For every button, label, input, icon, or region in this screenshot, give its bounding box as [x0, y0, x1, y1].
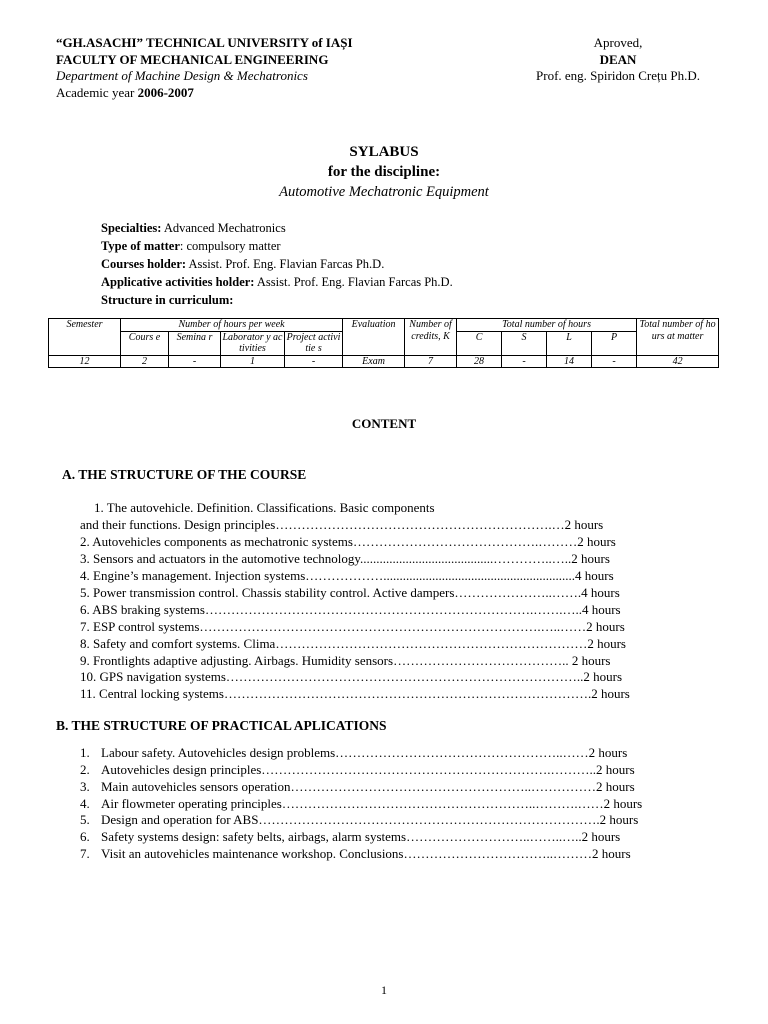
- structure-line: [101, 291, 453, 309]
- header-semester: Semester: [49, 319, 121, 356]
- document-title: SYLABUS: [349, 144, 419, 160]
- content-heading: CONTENT: [351, 416, 417, 431]
- cell-laboratory: 1: [221, 355, 285, 368]
- approved-label: Aproved,: [593, 35, 643, 50]
- header-total-hours: Total number of hours: [457, 319, 637, 332]
- item-number: 1.: [80, 745, 90, 760]
- cell-evaluation: Exam: [343, 355, 405, 368]
- applicative-holder-label: Applicative activities holder:: [101, 275, 255, 289]
- item-number: 2.: [80, 762, 90, 777]
- header-evaluation: Evaluation: [343, 319, 405, 356]
- header-p: P: [592, 331, 637, 355]
- specialties-label: Specialties:: [101, 221, 162, 235]
- courses-holder-label: Courses holder:: [101, 257, 187, 271]
- cell-total: 42: [637, 355, 719, 368]
- header-hours-per-week: Number of hours per week: [121, 319, 343, 332]
- document-subtitle: for the discipline:: [327, 164, 441, 180]
- table-row: [49, 355, 719, 368]
- applicative-holder-line: [101, 273, 453, 291]
- list-item: [80, 745, 627, 762]
- academic-year-label: Academic year: [56, 84, 138, 100]
- courses-holder-line: [101, 255, 453, 273]
- faculty-name: FACULTY OF MECHANICAL ENGINEERING: [56, 51, 329, 67]
- item-text: Labour safety. Autovehicles design problems……………………………………………..……2 hours: [101, 745, 628, 760]
- department-name: Department of Machine Design & Mechatronics: [56, 68, 308, 83]
- cell-credits: 7: [405, 355, 457, 368]
- header-laboratory: Laborator y activities: [222, 331, 283, 354]
- header-right: [518, 35, 718, 85]
- item-text: Visit an autovehicles maintenance workshop. Conclusions……………………………..………2 hours: [101, 846, 631, 861]
- list-item: [80, 829, 620, 846]
- course-info: [101, 219, 453, 309]
- cell-project: -: [285, 355, 343, 368]
- list-item: 4. Engine’s management. Injection systems………………...........................................................4 hours: [80, 568, 614, 583]
- item-text: Air flowmeter operating principles…………………………………………………..……….……2 hours: [101, 796, 643, 811]
- header-course: Cours e: [121, 331, 169, 355]
- item-number: 5.: [80, 812, 90, 827]
- header-total-matter: Total number of hours at matter: [637, 319, 719, 356]
- header-l: L: [547, 331, 592, 355]
- list-item: and their functions. Design principles……………………………………………………….…2 hours: [80, 517, 604, 532]
- header-left: [56, 35, 353, 101]
- item-number: 4.: [80, 796, 90, 811]
- cell-s: -: [502, 355, 547, 368]
- section-a-heading: A. THE STRUCTURE OF THE COURSE: [62, 467, 307, 482]
- courses-holder-value: Assist. Prof. Eng. Flavian Farcas Ph.D.: [186, 257, 385, 271]
- discipline-name: Automotive Mechatronic Equipment: [279, 184, 489, 200]
- list-item: 1. The autovehicle. Definition. Classifications. Basic components: [94, 500, 435, 515]
- list-item: [80, 779, 635, 796]
- dean-title: DEAN: [599, 51, 637, 67]
- cell-semester: 12: [49, 355, 121, 368]
- specialties-value: Advanced Mechatronics: [161, 221, 286, 235]
- header-credits: Number of credits, K: [405, 319, 457, 356]
- item-text: Safety systems design: safety belts, airbags, alarm systems………………………..……..…..2 hours: [101, 829, 621, 844]
- list-item: 3. Sensors and actuators in the automotive technology.........................................…………..…..2 hours: [80, 551, 610, 566]
- cell-p: -: [592, 355, 637, 368]
- header-project: Project activitie s: [285, 331, 343, 355]
- cell-course: 2: [121, 355, 169, 368]
- dean-name: Prof. eng. Spiridon Crețu Ph.D.: [536, 68, 700, 83]
- header-c: C: [457, 331, 502, 355]
- structure-label: Structure in curriculum:: [101, 293, 234, 307]
- list-item: 10. GPS navigation systems………………………………………………………………………..2 hours: [80, 669, 623, 684]
- list-item: [80, 846, 631, 863]
- list-item: [80, 796, 642, 813]
- list-item: [80, 812, 638, 829]
- title-block: [0, 142, 768, 202]
- academic-year-value: 2006-2007: [137, 84, 194, 100]
- cell-l: 14: [547, 355, 592, 368]
- list-item: 6. ABS braking systems………………………………………………………………….…….…..4 hours: [80, 602, 621, 617]
- header-seminar: Semina r: [169, 331, 221, 355]
- page-number: 1: [381, 983, 387, 997]
- header-s: S: [502, 331, 547, 355]
- university-name: “GH.ASACHI” TECHNICAL UNIVERSITY of IAȘI: [56, 35, 353, 50]
- section-b-heading: B. THE STRUCTURE OF PRACTICAL APLICATIONS: [56, 718, 387, 733]
- list-item: 8. Safety and comfort systems. Clima………………………………………………………………2 hours: [80, 636, 626, 651]
- item-text: Autovehicles design principles………………………………………………………….………..2 hours: [101, 762, 635, 777]
- list-item: 2. Autovehicles components as mechatronic systems…………………………………….………2 hours: [80, 534, 616, 549]
- item-number: 7.: [80, 846, 90, 861]
- type-value: : compulsory matter: [179, 239, 281, 253]
- list-item: [80, 762, 635, 779]
- academic-year: [56, 85, 353, 102]
- item-text: Main autovehicles sensors operation………………………………………………..……………2 hours: [101, 779, 635, 794]
- type-label: Type of matter: [101, 239, 180, 253]
- list-item: 9. Frontlights adaptive adjusting. Airbags. Humidity sensors………………………………….. 2 hours: [80, 653, 611, 668]
- item-text: Design and operation for ABS…………………………………………………………………….2 hours: [101, 812, 639, 827]
- applicative-holder-value: Assist. Prof. Eng. Flavian Farcas Ph.D.: [254, 275, 453, 289]
- item-number: 6.: [80, 829, 90, 844]
- list-item: 5. Power transmission control. Chassis stability control. Active dampers…………………..…….4 hours: [80, 585, 620, 600]
- curriculum-table: [48, 318, 719, 368]
- cell-c: 28: [457, 355, 502, 368]
- list-item: 11. Central locking systems………………………………………………………………………….2 hours: [80, 686, 630, 701]
- list-item: 7. ESP control systems…………………………………………………………………….…..……2 hours: [80, 619, 625, 634]
- cell-seminar: -: [169, 355, 221, 368]
- item-number: 3.: [80, 779, 90, 794]
- specialties-line: [101, 219, 453, 237]
- type-line: [101, 237, 453, 255]
